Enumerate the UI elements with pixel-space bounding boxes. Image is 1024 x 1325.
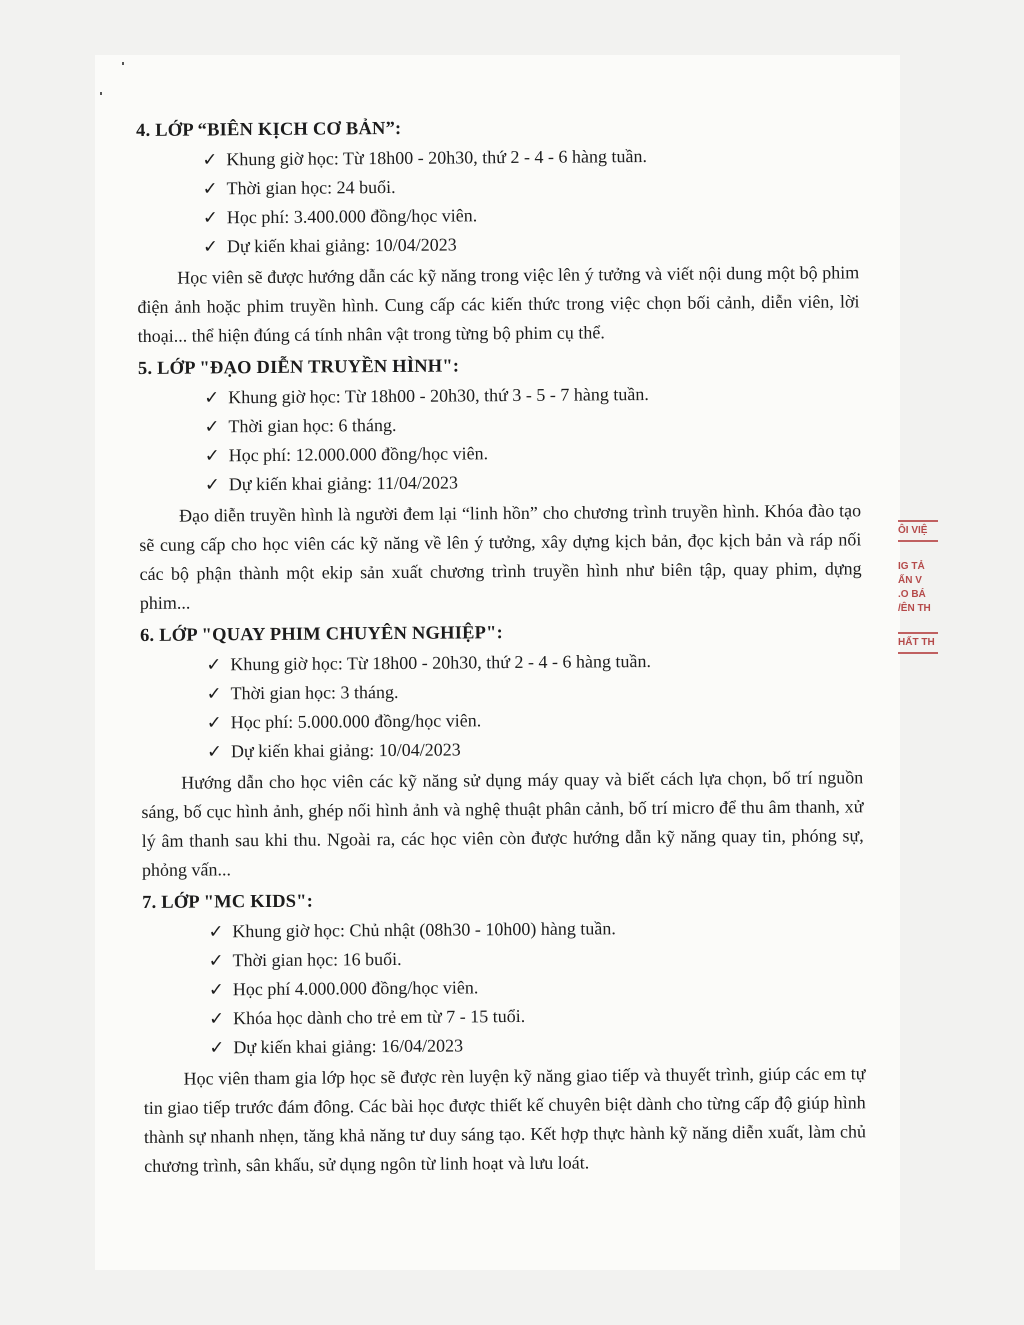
stamp-text: IG TẢ [898,561,925,572]
list-item-text: Thời gian học: 24 buổi. [226,176,396,199]
list-item-text: Khung giờ học: Chủ nhật (08h30 - 10h00) hàng tuần. [232,918,616,942]
list-item-text: Khung giờ học: Từ 18h00 - 20h30, thứ 2 - 4 - 6 hàng tuần. [226,145,648,170]
scan-speck [100,92,102,95]
detail-list [142,912,865,1063]
stamp-text: ÔI VIỆ [898,525,928,536]
section-description: Đạo diễn truyền hình là người đem lại “linh hồn” cho chương trình truyền hình. Khóa đào tạo sẽ cung cấp cho học viên các kỹ năng về lên ý tưởng, xây dựng kịch bản, đọc kịch bản và ráp nối các bộ phận thành một ekip sản xuất chương trình truyền hình như biên tập, quay phim, dựng phim... [139,500,862,613]
checkmark-icon: ✓ [204,416,220,437]
section-heading: 5. LỚP "ĐẠO DIỄN TRUYỀN HÌNH": [137,356,460,379]
checkmark-icon: ✓ [202,207,218,228]
list-item-text: Học phí 4.000.000 đồng/học viên. [232,977,479,1000]
checkmark-icon: ✓ [204,474,221,495]
list-item-text: Học phí: 5.000.000 đồng/học viên. [230,710,482,733]
section-heading: 4. LỚP “BIÊN KỊCH CƠ BẢN”: [136,118,402,141]
detail-list [136,140,859,262]
stamp-text: .O BÁ [898,589,926,600]
list-item-text: Khung giờ học: Từ 18h00 - 20h30, thứ 3 - 5 - 7 hàng tuần. [228,383,649,408]
list-item-text: Khóa học dành cho trẻ em từ 7 - 15 tuổi. [232,1005,526,1029]
stamp-text: HẤT TH [898,637,935,648]
checkmark-icon: ✓ [206,741,223,762]
stamp-text: ẤN V [898,575,922,586]
section-heading: 6. LỚP "QUAY PHIM CHUYÊN NGHIỆP": [139,623,504,646]
checkmark-icon: ✓ [204,445,220,466]
stamp-text: /ÊN TH [898,603,931,614]
checkmark-icon: ✓ [206,654,222,675]
section-description: Học viên tham gia lớp học sẽ được rèn luyện kỹ năng giao tiếp và thuyết trình, giúp các em tự tin giao tiếp trước đám đông. Các bài học được thiết kế chuyên biệt dành cho từng cấp độ giúp hình thành sự nhanh nhẹn, tăng khả năng tư duy sáng tạo. Kết hợp thực hành kỹ năng diễn xuất, làm chủ chương trình, sân khấu, sử dụng ngôn từ linh hoạt và lưu loát. [143,1063,867,1176]
checkmark-icon: ✓ [206,712,222,733]
checkmark-icon: ✓ [202,149,218,170]
checkmark-icon: ✓ [204,387,220,408]
checkmark-icon: ✓ [206,683,222,704]
list-item-text: Khung giờ học: Từ 18h00 - 20h30, thứ 2 - 4 - 6 hàng tuần. [230,650,652,675]
list-item-text: Dự kiến khai giảng: 16/04/2023 [233,1035,464,1058]
list-item [203,227,859,261]
detail-list [140,645,863,767]
course-section [142,884,866,1181]
checkmark-icon: ✓ [208,950,224,971]
course-section [140,617,864,885]
detail-list [138,378,861,500]
course-section [136,112,860,351]
list-item-text: Thời gian học: 6 tháng. [228,414,397,437]
checkmark-icon: ✓ [208,1008,225,1029]
list-item [207,732,863,766]
list-item-text: Thời gian học: 16 buổi. [232,948,402,971]
document-body [136,112,866,1186]
list-item-text: Dự kiến khai giảng: 10/04/2023 [230,739,461,762]
list-item-text: Học phí: 12.000.000 đồng/học viên. [228,443,489,466]
list-item-text: Học phí: 3.400.000 đồng/học viên. [226,205,478,228]
section-heading: 7. LỚP "MC KIDS": [142,891,314,913]
list-item [209,1028,865,1062]
side-stamp-fragment [898,518,946,688]
list-item-text: Dự kiến khai giảng: 11/04/2023 [228,472,459,495]
checkmark-icon: ✓ [208,921,224,942]
scan-speck [122,62,124,65]
list-item [205,465,861,499]
checkmark-icon: ✓ [209,1037,225,1058]
section-description: Hướng dẫn cho học viên các kỹ năng sử dụng máy quay và biết cách lựa chọn, bố trí nguồn sáng, bố cục hình ảnh, ghép nối hình ảnh và nghệ thuật phân cảnh, bố trí micro để thu âm thanh, xử lý âm thanh sau khi thu. Ngoài ra, các học viên còn được hướng dẫn kỹ năng quay tin, phóng sự, phỏng vấn... [141,767,864,880]
course-section [138,350,862,618]
checkmark-icon: ✓ [202,178,218,199]
list-item-text: Thời gian học: 3 tháng. [230,681,399,704]
list-item-text: Dự kiến khai giảng: 10/04/2023 [226,234,457,257]
section-description: Học viên sẽ được hướng dẫn các kỹ năng trong việc lên ý tưởng và viết nội dung một bộ phim điện ảnh hoặc phim truyền hình. Cung cấp các kiến thức trong việc chọn bối cảnh, diễn viên, lời thoại... thể hiện đúng cá tính nhân vật trong từng bộ phim cụ thể. [137,262,860,346]
checkmark-icon: ✓ [208,979,225,1000]
checkmark-icon: ✓ [202,236,219,257]
